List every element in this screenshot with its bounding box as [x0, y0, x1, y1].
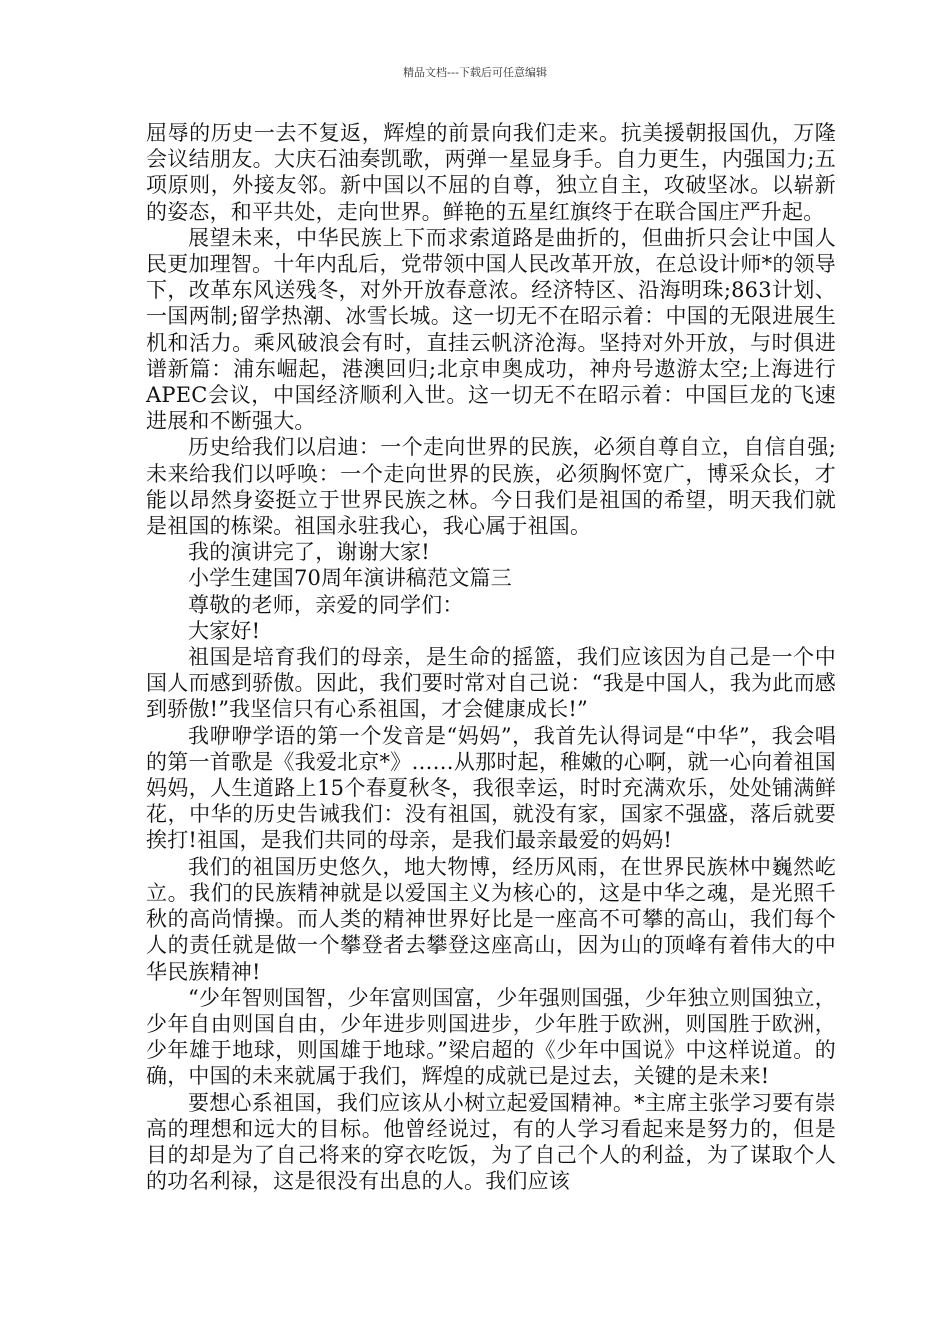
paragraph: 我咿咿学语的第一个发音是“妈妈”，我首先认得词是“中华”，我会唱的第一首歌是《我爱北京*》……从那时起，稚嫩的心啊，就一心向着祖国妈妈，人生道路上15个春夏秋冬，我很幸运，时时充满欢乐，处处铺满鲜花，中华的历史告诫我们：没有祖国，就没有家，国家不强盛，落后就要挨打!祖国，是我们共同的母亲，是我们最亲最爱的妈妈!: [146, 723, 836, 853]
paragraph: “少年智则国智，少年富则国富，少年强则国强，少年独立则国独立，少年自由则国自由，少年进步则国进步，少年胜于欧洲，则国胜于欧洲，少年雄于地球，则国雄于地球。”梁启超的《少年中国说》中这样说道。的确，中国的未来就属于我们，辉煌的成就已是过去，关键的是未来!: [146, 985, 836, 1089]
paragraph: 历史给我们以启迪：一个走向世界的民族，必须自尊自立，自信自强;未来给我们以呼唤：一个走向世界的民族，必须胸怀宽广，博采众长，才能以昂然身姿挺立于世界民族之林。今日我们是祖国的希望，明天我们就是祖国的栋梁。祖国永驻我心，我心属于祖国。: [146, 435, 836, 539]
paragraph: 要想心系祖国，我们应该从小树立起爱国精神。*主席主张学习要有崇高的理想和远大的目标。他曾经说过，有的人学习看起来是努力的，但是目的却是为了自己将来的穿衣吃饭，为了自己个人的利益，为了谋取个人的功名利禄，这是很没有出息的人。我们应该: [146, 1090, 836, 1194]
page-header: 精品文档---下载后可任意编辑: [403, 66, 547, 79]
greeting: 大家好!: [188, 618, 261, 643]
document-body: [146, 120, 836, 1194]
paragraph: 屈辱的历史一去不复返，辉煌的前景向我们走来。抗美援朝报国仇，万隆会议结朋友。大庆石油奏凯歌，两弹一星显身手。自力更生，内强国力;五项原则，外接友邻。新中国以不屈的自尊，独立自主，攻破坚冰。以崭新的姿态，和平共处，走向世界。鲜艳的五星红旗终于在联合国庄严升起。: [146, 121, 836, 224]
paragraph: 祖国是培育我们的母亲，是生命的摇篮，我们应该因为自己是一个中国人而感到骄傲。因此，我们要时常对自己说：“我是中国人，我为此而感到骄傲!”我坚信只有心系祖国，才会健康成长!”: [146, 645, 836, 722]
section-title: 小学生建国70周年演讲稿范文篇三: [188, 566, 512, 591]
salutation: 尊敬的老师，亲爱的同学们：: [188, 592, 464, 617]
closing-line: 我的演讲完了，谢谢大家!: [188, 540, 430, 565]
paragraph: 我们的祖国历史悠久，地大物博，经历风雨，在世界民族林中巍然屹立。我们的民族精神就是以爱国主义为核心的，这是中华之魂，是光照千秋的高尚情操。而人类的精神世界好比是一座高不可攀的高山，我们每个人的责任就是做一个攀登者去攀登这座高山，因为山的顶峰有着伟大的中华民族精神!: [146, 854, 836, 984]
paragraph: 展望未来，中华民族上下而求索道路是曲折的，但曲折只会让中国人民更加理智。十年内乱后，党带领中国人民改革开放，在总设计师*的领导下，改革东风送残冬，对外开放春意浓。经济特区、沿海明珠;863计划、一国两制;留学热潮、冰雪长城。这一切无不在昭示着：中国的无限进展生机和活力。乘风破浪会有时，直挂云帆济沧海。坚持对外开放，与时俱进谱新篇：浦东崛起，港澳回归;北京申奥成功，神舟号遨游太空;上海进行APEC会议，中国经济顺利入世。这一切无不在昭示着：中国巨龙的飞速进展和不断强大。: [146, 225, 836, 434]
